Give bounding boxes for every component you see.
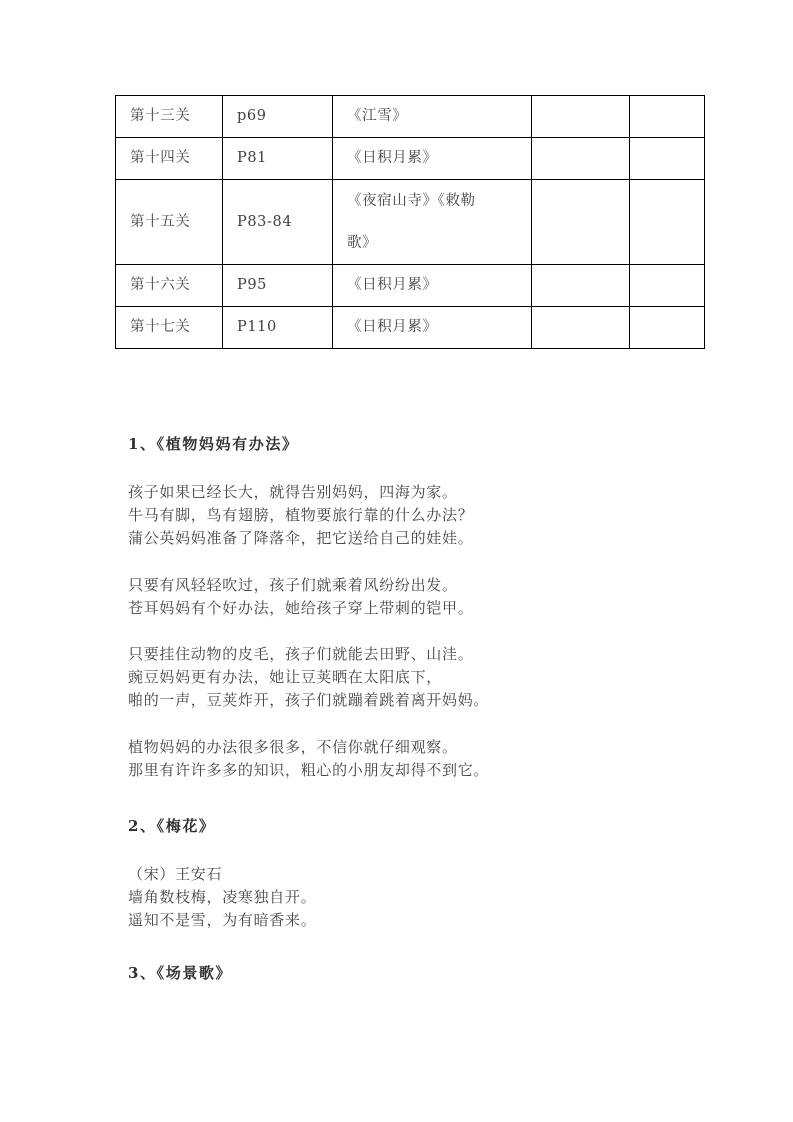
- stanza-gap: [128, 551, 718, 574]
- table-cell-title: [333, 96, 532, 138]
- poem-line: 孩子如果已经长大，就得告别妈妈，四海为家。: [128, 483, 458, 501]
- table-cell-title-line: 歌》: [347, 235, 378, 251]
- poem-stanza: [128, 574, 718, 620]
- document-body: [128, 432, 718, 985]
- table-cell-col5: [630, 307, 705, 349]
- poem-line: 牛马有脚，鸟有翅膀，植物要旅行靠的什么办法？: [128, 506, 474, 525]
- table-cell-col4: [532, 180, 630, 265]
- table-cell-page: P81: [223, 138, 333, 180]
- section-heading: 1、《植物妈妈有办法》: [128, 435, 299, 453]
- lesson-table: [115, 95, 705, 349]
- table-cell-title: [333, 180, 532, 265]
- section-gap: [128, 933, 718, 961]
- table-cell-title-line: 《江雪》: [347, 108, 408, 124]
- table-cell-col5: [630, 138, 705, 180]
- table-cell-col4: [532, 307, 630, 349]
- table-cell-title-line: 《日积月累》: [347, 150, 438, 166]
- table-cell-page: P95: [223, 265, 333, 307]
- table-cell-col5: [630, 265, 705, 307]
- section-heading: 2、《梅花》: [128, 817, 216, 836]
- table-cell-title: [333, 138, 532, 180]
- section-gap: [128, 782, 718, 814]
- section-heading: 3、《场景歌》: [128, 963, 233, 982]
- poem-line: 苍耳妈妈有个好办法，她给孩子穿上带刺的铠甲。: [128, 598, 474, 617]
- table-row: [116, 96, 705, 138]
- table-cell-col5: [630, 96, 705, 138]
- table-row: [116, 138, 705, 180]
- poem-line: 墙角数枝梅，凌寒独自开。: [128, 888, 317, 907]
- poem-stanza: [128, 863, 718, 933]
- stanza-gap: [128, 456, 718, 481]
- table-row: [116, 180, 705, 265]
- lesson-table-container: [115, 95, 704, 349]
- table-cell-col5: [630, 180, 705, 265]
- table-cell-title-line: 《日积月累》: [347, 277, 438, 293]
- poem-line: 只要有风轻轻吹过，孩子们就乘着风纷纷出发。: [128, 575, 458, 594]
- lesson-table-body: [116, 96, 705, 349]
- table-cell-stage: 第十七关: [116, 307, 223, 349]
- table-row: [116, 307, 705, 349]
- table-cell-page: p69: [223, 96, 333, 138]
- table-cell-stage: 第十四关: [116, 138, 223, 180]
- poem-line: 啪的一声，豆荚炸开，孩子们就蹦着跳着离开妈妈。: [128, 691, 490, 710]
- table-cell-stage: 第十三关: [116, 96, 223, 138]
- stanza-gap: [128, 620, 718, 643]
- poem-line: 遥知不是雪，为有暗香来。: [128, 911, 317, 930]
- table-cell-col4: [532, 138, 630, 180]
- table-cell-col4: [532, 265, 630, 307]
- stanza-gap: [128, 838, 718, 863]
- poem-stanza: [128, 481, 718, 551]
- table-cell-stage: 第十六关: [116, 265, 223, 307]
- poem-line: （宋）王安石: [128, 865, 223, 884]
- table-cell-title: [333, 265, 532, 307]
- table-row: [116, 265, 705, 307]
- poem-line: 那里有许许多多的知识，粗心的小朋友却得不到它。: [128, 760, 490, 779]
- table-cell-title-line: 《日积月累》: [347, 319, 438, 335]
- table-cell-title: [333, 307, 532, 349]
- stanza-gap: [128, 713, 718, 736]
- poem-line: 只要挂住动物的皮毛，孩子们就能去田野、山洼。: [128, 645, 474, 664]
- table-cell-stage: 第十五关: [116, 180, 223, 265]
- poem-stanza: [128, 736, 718, 782]
- poem-line: 豌豆妈妈更有办法，她让豆荚晒在太阳底下，: [128, 668, 443, 687]
- poem-line: 植物妈妈的办法很多很多，不信你就仔细观察。: [128, 737, 458, 756]
- poem-stanza: [128, 643, 718, 713]
- table-cell-title-line: 《夜宿山寺》《敕勒: [347, 193, 476, 209]
- poem-line: 蒲公英妈妈准备了降落伞，把它送给自己的娃娃。: [128, 529, 474, 548]
- table-cell-page: P110: [223, 307, 333, 349]
- table-cell-col4: [532, 96, 630, 138]
- table-cell-page: P83-84: [223, 180, 333, 265]
